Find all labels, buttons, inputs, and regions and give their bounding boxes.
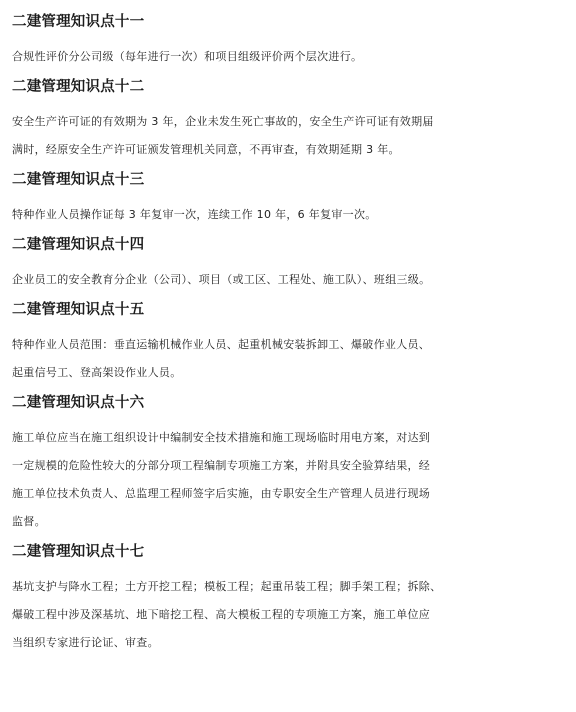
paragraph-line: 一定规模的危险性较大的分部分项工程编制专项施工方案，并附具安全验算结果，经 xyxy=(12,459,431,472)
paragraph-line: 企业员工的安全教育分企业（公司）、项目（或工区、工程处、施工队）、班组三级。 xyxy=(12,273,431,286)
paragraph-line: 监督。 xyxy=(12,515,46,528)
paragraph-line: 施工单位技术负责人、总监理工程师签字后实施，由专职安全生产管理人员进行现场 xyxy=(12,487,431,500)
section-heading: 二建管理知识点十七 xyxy=(12,544,145,560)
section-15 xyxy=(12,300,568,387)
paragraph-line: 起重信号工、登高架设作业人员。 xyxy=(12,366,182,379)
section-heading: 二建管理知识点十二 xyxy=(12,79,145,95)
document-body xyxy=(12,6,568,660)
section-12 xyxy=(12,77,568,164)
section-16 xyxy=(12,393,568,536)
paragraph-line: 施工单位应当在施工组织设计中编制安全技术措施和施工现场临时用电方案，对达到 xyxy=(12,431,431,444)
section-paragraph xyxy=(12,266,568,294)
section-11 xyxy=(12,12,568,71)
paragraph-line: 合规性评价分公司级（每年进行一次）和项目组级评价两个层次进行。 xyxy=(12,50,363,63)
section-paragraph xyxy=(12,43,568,71)
section-13 xyxy=(12,170,568,229)
paragraph-line: 当组织专家进行论证、审查。 xyxy=(12,636,159,649)
paragraph-line: 基坑支护与降水工程；土方开挖工程；模板工程；起重吊装工程；脚手架工程；拆除、 xyxy=(12,580,442,593)
section-heading: 二建管理知识点十三 xyxy=(12,172,145,188)
section-17 xyxy=(12,542,568,657)
paragraph-line: 满时，经原安全生产许可证颁发管理机关同意，不再审查，有效期延期 3 年。 xyxy=(12,143,400,156)
section-heading: 二建管理知识点十一 xyxy=(12,14,145,30)
paragraph-line: 爆破工程中涉及深基坑、地下暗挖工程、高大模板工程的专项施工方案，施工单位应 xyxy=(12,608,431,621)
paragraph-line: 特种作业人员范围：垂直运输机械作业人员、起重机械安装拆卸工、爆破作业人员、 xyxy=(12,338,431,351)
section-14 xyxy=(12,235,568,294)
section-heading: 二建管理知识点十四 xyxy=(12,237,145,253)
section-paragraph xyxy=(12,108,568,164)
section-heading: 二建管理知识点十五 xyxy=(12,302,145,318)
section-paragraph xyxy=(12,201,568,229)
section-paragraph xyxy=(12,331,568,387)
section-heading: 二建管理知识点十六 xyxy=(12,395,145,411)
paragraph-line: 安全生产许可证的有效期为 3 年，企业未发生死亡事故的，安全生产许可证有效期届 xyxy=(12,115,434,128)
section-paragraph xyxy=(12,424,568,536)
section-paragraph xyxy=(12,573,568,657)
paragraph-line: 特种作业人员操作证每 3 年复审一次，连续工作 10 年，6 年复审一次。 xyxy=(12,208,377,221)
